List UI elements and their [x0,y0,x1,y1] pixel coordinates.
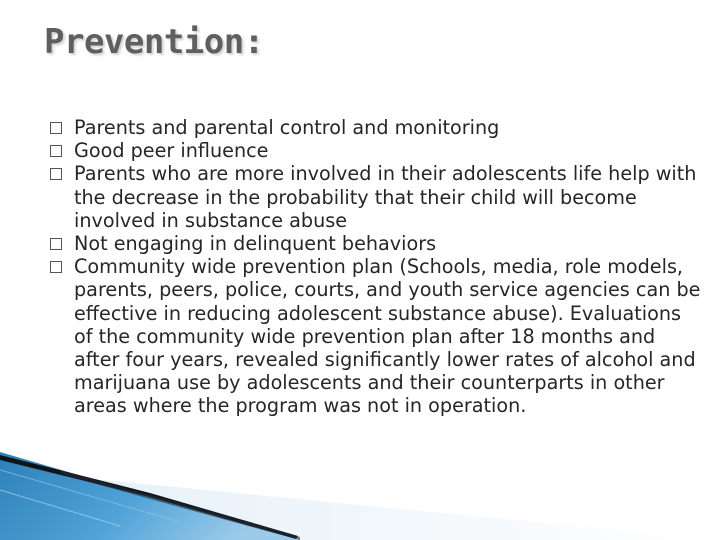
square-bullet-icon [50,168,62,180]
bullet-item [50,162,702,232]
bullet-item [50,116,702,139]
square-bullet-icon [50,238,62,250]
bullet-text: Community wide prevention plan (Schools, media, role models, parents, peers, police, courts, and youth service agencies can be effective in reducing adolescent substance abuse). Evaluations of the community wide prevention plan after 18 months and after four years, revealed significantly lower rates of alcohol and marijuana use by adolescents and their counterparts in other areas where the program was not in operation. [74,255,701,418]
square-bullet-icon [50,122,62,134]
bullet-text: Parents who are more involved in their adolescents life help with the decrease in the probability that their child will become involved in substance abuse [74,162,697,232]
square-bullet-icon [50,261,62,273]
bullet-item [50,232,702,255]
bullet-text: Not engaging in delinquent behaviors [74,232,437,256]
square-bullet-icon [50,145,62,157]
bullet-list [50,116,702,418]
bullet-item [50,139,702,162]
slide-title: Prevention: [44,22,264,62]
bullet-item [50,255,702,417]
bullet-text: Parents and parental control and monitoring [74,116,500,139]
bullet-text: Good peer influence [74,139,269,163]
